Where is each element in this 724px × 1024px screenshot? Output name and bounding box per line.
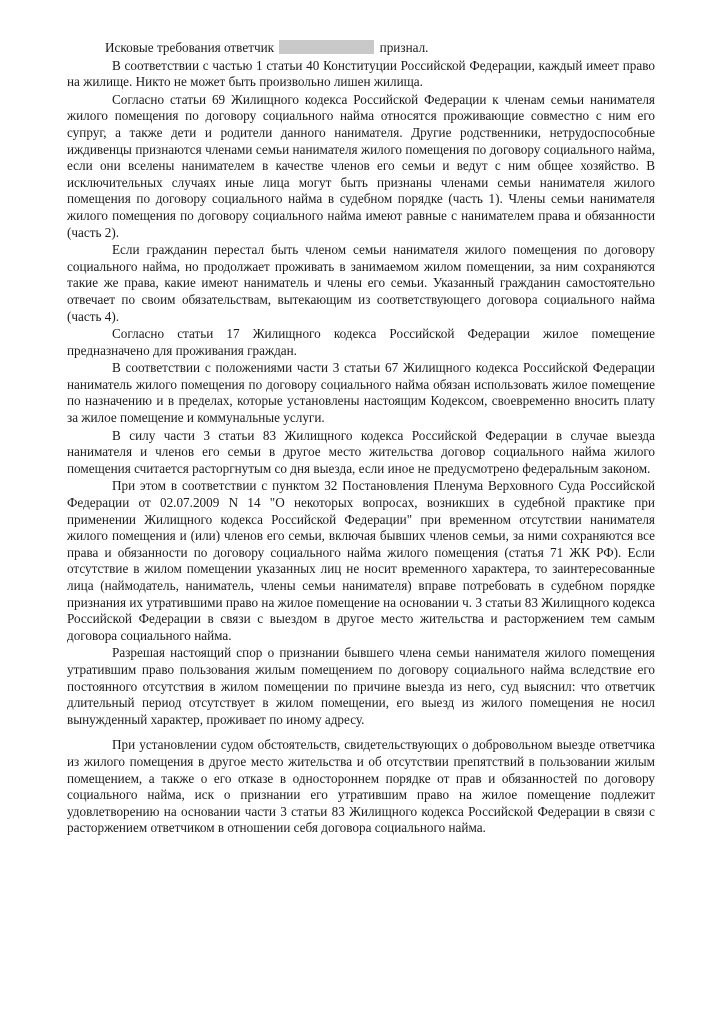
claim-text-before: Исковые требования ответчик xyxy=(105,40,275,55)
claim-text-after: признал. xyxy=(379,40,429,55)
document-page xyxy=(67,40,655,837)
paragraph-court-findings: Разрешая настоящий спор о признании бывшего члена семьи нанимателя жилого помещения утратившим право пользования жилым помещением по договору социального найма вследствие его постоянного отсутствия в жилом помещении по причине выезда из него, суд выяснил: что ответчик длительный период отсутствует в жилом помещении, его выезд из жилого помещения не носил вынужденный характер, проживает по иному адресу. xyxy=(67,645,655,727)
paragraph-plenum-resolution: При этом в соответствии с пунктом 32 Постановления Пленума Верховного Суда Российской Федерации от 02.07.2009 N 14 "О некоторых вопросах, возникших в судебной практике при применении Жилищного кодекса Российской Федерации" при временном отсутствии нанимателя жилого помещения и (или) членов его семьи, включая бывших членов семьи, за ними сохраняются все права и обязанности по договору социального найма жилого помещения (статья 71 ЖК РФ). Если отсутствие в жилом помещении указанных лиц не носит временного характера, то заинтересованные лица (наймодатель, наниматель, члены семьи нанимателя) вправе потребовать в судебном порядке признания их утратившими право на жилое помещение на основании ч. 3 статьи 83 Жилищного кодекса Российской Федерации в связи с выездом в другое место жительства и расторжением тем самым договора социального найма. xyxy=(67,478,655,643)
paragraph-housing-code-art69: Согласно статьи 69 Жилищного кодекса Российской Федерации к членам семьи нанимателя жилого помещения по договору социального найма относятся проживающие совместно с ним его супруг, а также дети и родители данного нанимателя. Другие родственники, нетрудоспособные иждивенцы признаются членами семьи нанимателя жилого помещения по договору социального найма, если они вселены нанимателем в качестве членов его семьи и ведут с ним общее хозяйство. В исключительных случаях иные лица могут быть признаны членами семьи нанимателя жилого помещения по договору социального найма в судебном порядке (часть 1). Члены семьи нанимателя жилого помещения по договору социального найма имеют равные с нанимателем права и обязанности (часть 2). xyxy=(67,91,655,240)
paragraph-constitution-art40: В соответствии с частью 1 статьи 40 Конституции Российской Федерации, каждый имеет право на жилище. Никто не может быть произвольно лишен жилища. xyxy=(67,57,655,90)
redacted-name xyxy=(279,40,374,54)
paragraph-housing-code-art83: В силу части 3 статьи 83 Жилищного кодекса Российской Федерации в случае выезда нанимателя и членов его семьи в другое место жительства договор социального найма жилого помещения считается расторгнутым со дня выезда, если иное не предусмотрено федеральным законом. xyxy=(67,427,655,476)
paragraph-former-family-member: Если гражданин перестал быть членом семьи нанимателя жилого помещения по договору социального найма, но продолжает проживать в занимаемом жилом помещении, за ним сохраняются такие же права, какие имеют наниматель и члены его семьи. Указанный гражданин самостоятельно отвечает по своим обязательствам, вытекающим из соответствующего договора социального найма (часть 4). xyxy=(67,242,655,324)
paragraph-housing-code-art67: В соответствии с положениями части 3 статьи 67 Жилищного кодекса Российской Федерации наниматель жилого помещения по договору социального найма обязан использовать жилое помещение по назначению и в пределах, которые установлены настоящим Кодексом, своевременно вносить плату за жилое помещение и коммунальные услуги. xyxy=(67,360,655,426)
paragraph-claim-acknowledged xyxy=(67,40,655,57)
paragraph-housing-code-art17: Согласно статьи 17 Жилищного кодекса Российской Федерации жилое помещение предназначено для проживания граждан. xyxy=(67,326,655,358)
paragraph-court-conclusion: При установлении судом обстоятельств, свидетельствующих о добровольном выезде ответчика из жилого помещения в другое место жительства и об отсутствии препятствий в пользовании жилым помещением, а также о его отказе в одностороннем порядке от прав и обязанностей по договору социального найма, иск о признании его утратившим право на жилое помещение подлежит удовлетворению на основании части 3 статьи 83 Жилищного кодекса Российской Федерации в связи с расторжением ответчиком в отношении себя договора социального найма. xyxy=(67,737,655,836)
